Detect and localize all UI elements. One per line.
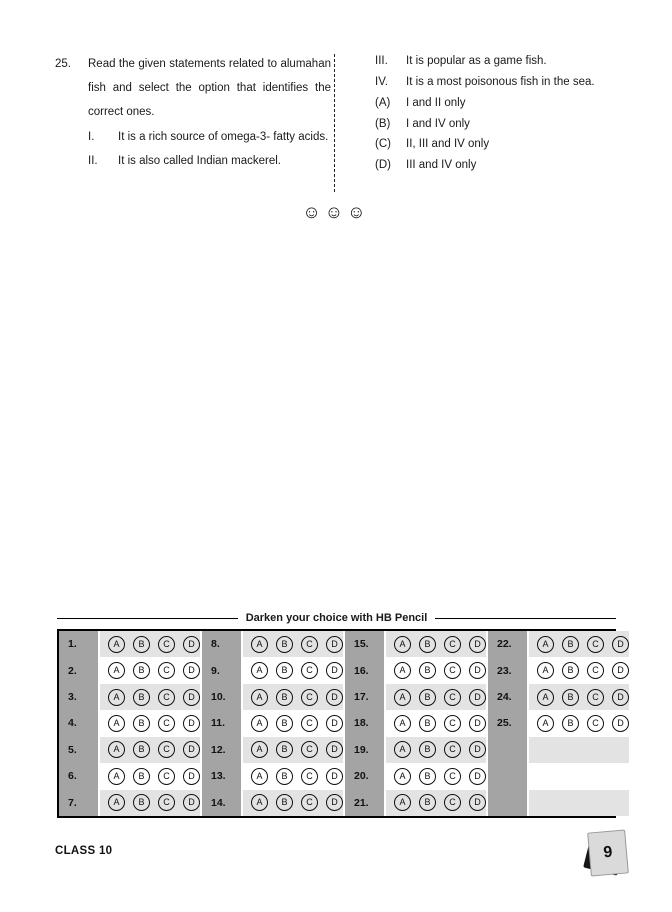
- bubble-option-c[interactable]: C: [587, 715, 604, 732]
- bubble-option-d[interactable]: D: [469, 768, 486, 785]
- answer-number-cell: 10.: [211, 691, 226, 704]
- statement-item: [375, 51, 662, 72]
- bubble-option-c[interactable]: C: [301, 636, 318, 653]
- bubble-option-a[interactable]: A: [394, 662, 411, 679]
- bubble-option-d[interactable]: D: [612, 662, 629, 679]
- answer-sheet-title: Darken your choice with HB Pencil: [245, 612, 428, 624]
- bubble-option-b[interactable]: B: [419, 768, 436, 785]
- class-label: CLASS 10: [55, 845, 113, 857]
- option-text: I and IV only: [406, 117, 470, 130]
- bubble-column: [241, 631, 343, 816]
- bubble-option-a[interactable]: A: [394, 689, 411, 706]
- answer-grid-column-group: [343, 631, 486, 816]
- bubble-option-c[interactable]: C: [158, 689, 175, 706]
- bubble-row: [529, 710, 629, 736]
- bubble-option-b[interactable]: B: [133, 662, 150, 679]
- answer-number-cell: 22.: [497, 638, 512, 651]
- bubble-option-a[interactable]: A: [537, 689, 554, 706]
- option-item: [375, 93, 662, 114]
- bubble-option-a[interactable]: A: [537, 715, 554, 732]
- bubble-option-c[interactable]: C: [158, 794, 175, 811]
- answer-grid-column-group: [59, 631, 200, 816]
- question-number-column: [488, 631, 527, 816]
- option-text: III and IV only: [406, 158, 477, 171]
- bubble-option-d[interactable]: D: [469, 741, 486, 758]
- question-body: [88, 52, 333, 173]
- answer-number-cell: 9.: [211, 664, 220, 677]
- bubble-row: [243, 763, 343, 789]
- bubble-option-d[interactable]: D: [183, 715, 200, 732]
- question-block-left: [55, 52, 333, 173]
- question-number-column: [345, 631, 384, 816]
- bubble-option-d[interactable]: D: [469, 636, 486, 653]
- bubble-option-c[interactable]: C: [444, 768, 461, 785]
- bubble-option-d[interactable]: D: [469, 794, 486, 811]
- bubble-option-b[interactable]: B: [276, 689, 293, 706]
- bubble-row: [386, 790, 486, 816]
- bubble-option-b[interactable]: B: [276, 715, 293, 732]
- answer-number-cell: 20.: [354, 770, 369, 783]
- bubble-option-c[interactable]: C: [158, 768, 175, 785]
- bubble-row: [529, 657, 629, 683]
- bubble-option-b[interactable]: B: [419, 689, 436, 706]
- bubble-row: [243, 684, 343, 710]
- bubble-option-a[interactable]: A: [394, 794, 411, 811]
- bubble-option-d[interactable]: D: [183, 741, 200, 758]
- bubble-option-a[interactable]: A: [394, 741, 411, 758]
- bubble-option-c[interactable]: C: [158, 662, 175, 679]
- question-number-column: [202, 631, 241, 816]
- bubble-option-c[interactable]: C: [301, 768, 318, 785]
- answer-number-cell: 16.: [354, 664, 369, 677]
- bubble-option-d[interactable]: D: [612, 636, 629, 653]
- statement-label: II.: [88, 155, 98, 167]
- bubble-option-a[interactable]: A: [108, 741, 125, 758]
- bubble-option-a[interactable]: A: [251, 768, 268, 785]
- bubble-option-a[interactable]: A: [108, 794, 125, 811]
- bubble-option-d[interactable]: D: [326, 794, 343, 811]
- statement-item: [375, 72, 662, 93]
- bubble-option-a[interactable]: A: [394, 715, 411, 732]
- bubble-option-c[interactable]: C: [301, 715, 318, 732]
- statement-text: It is a most poisonous fish in the sea.: [406, 75, 595, 88]
- statement-list-left: [88, 125, 333, 173]
- answer-number-cell: 18.: [354, 717, 369, 730]
- bubble-option-d[interactable]: D: [469, 715, 486, 732]
- smiley-icons: ☺☺☺: [302, 202, 370, 222]
- bubble-option-a[interactable]: A: [251, 662, 268, 679]
- bubble-option-b[interactable]: B: [276, 662, 293, 679]
- question-text: Read the given statements related to alumahan fish and select the option that identifies the correct ones.: [88, 58, 331, 118]
- bubble-row: [529, 790, 629, 816]
- answer-number-cell: 19.: [354, 743, 369, 756]
- bubble-option-b[interactable]: B: [133, 636, 150, 653]
- answer-number-cell: 25.: [497, 717, 512, 730]
- bubble-row: [100, 790, 200, 816]
- page-number: 9: [602, 843, 614, 862]
- bubble-row: [386, 763, 486, 789]
- bubble-row: [529, 684, 629, 710]
- bubble-option-c[interactable]: C: [158, 715, 175, 732]
- question-number: 25.: [55, 58, 71, 70]
- badge-face-shape: [587, 829, 629, 876]
- statement-text: It is also called Indian mackerel.: [118, 155, 281, 167]
- answer-sheet: [57, 612, 624, 818]
- answer-number-cell: 17.: [354, 691, 369, 704]
- bubble-option-c[interactable]: C: [444, 636, 461, 653]
- bubble-row: [243, 737, 343, 763]
- bubble-row: [100, 657, 200, 683]
- answer-grid: [57, 629, 624, 818]
- answer-number-cell: 1.: [68, 638, 77, 651]
- bubble-option-b[interactable]: B: [276, 794, 293, 811]
- bubble-option-c[interactable]: C: [158, 741, 175, 758]
- bubble-option-d[interactable]: D: [326, 715, 343, 732]
- bubble-option-b[interactable]: B: [562, 636, 579, 653]
- bubble-option-a[interactable]: A: [251, 689, 268, 706]
- bubble-option-b[interactable]: B: [133, 794, 150, 811]
- bubble-option-d[interactable]: D: [612, 715, 629, 732]
- bubble-column: [384, 631, 486, 816]
- answer-number-cell: 4.: [68, 717, 77, 730]
- bubble-row: [100, 737, 200, 763]
- answer-number-cell: 15.: [354, 638, 369, 651]
- bubble-option-b[interactable]: B: [133, 689, 150, 706]
- bubble-option-a[interactable]: A: [108, 636, 125, 653]
- bubble-option-d[interactable]: D: [469, 662, 486, 679]
- statement-item: [88, 125, 333, 149]
- bubble-option-c[interactable]: C: [444, 662, 461, 679]
- bubble-option-a[interactable]: A: [108, 662, 125, 679]
- bubble-option-a[interactable]: A: [251, 794, 268, 811]
- bubble-option-b[interactable]: B: [562, 662, 579, 679]
- option-label: (C): [375, 138, 391, 150]
- bubble-option-b[interactable]: B: [276, 741, 293, 758]
- statement-label: I.: [88, 131, 95, 143]
- bubble-option-c[interactable]: C: [587, 662, 604, 679]
- column-divider: [334, 54, 335, 192]
- answer-number-cell: 11.: [211, 717, 226, 730]
- bubble-option-b[interactable]: B: [562, 689, 579, 706]
- bubble-option-c[interactable]: C: [301, 741, 318, 758]
- bubble-option-d[interactable]: D: [326, 768, 343, 785]
- answer-number-cell: 3.: [68, 691, 77, 704]
- bubble-option-a[interactable]: A: [537, 662, 554, 679]
- bubble-option-a[interactable]: A: [251, 636, 268, 653]
- answer-number-cell: 24.: [497, 691, 512, 704]
- statement-text: It is a rich source of omega-3- fatty acids.: [118, 131, 329, 143]
- bubble-option-c[interactable]: C: [587, 636, 604, 653]
- statement-item: [88, 149, 333, 173]
- bubble-row: [386, 631, 486, 657]
- bubble-row: [100, 710, 200, 736]
- statement-label: IV.: [375, 75, 389, 88]
- bubble-option-b[interactable]: B: [133, 715, 150, 732]
- bubble-option-b[interactable]: B: [419, 662, 436, 679]
- bubble-row: [529, 631, 629, 657]
- bubble-option-b[interactable]: B: [276, 636, 293, 653]
- bubble-row: [529, 763, 629, 789]
- bubble-row: [386, 684, 486, 710]
- answer-number-cell: [488, 737, 527, 763]
- answer-number-cell: 14.: [211, 796, 226, 809]
- bubble-option-d[interactable]: D: [183, 768, 200, 785]
- option-label: (D): [375, 158, 391, 171]
- bubble-option-a[interactable]: A: [537, 636, 554, 653]
- bubble-row: [386, 710, 486, 736]
- header-rule-left: [57, 618, 238, 619]
- option-label: (A): [375, 97, 391, 109]
- answer-number-cell: [488, 790, 527, 816]
- option-item: [375, 114, 662, 135]
- bubble-option-d[interactable]: D: [183, 662, 200, 679]
- bubble-option-d[interactable]: D: [183, 636, 200, 653]
- answer-grid-column-group: [200, 631, 343, 816]
- bubble-option-d[interactable]: D: [326, 636, 343, 653]
- bubble-option-a[interactable]: A: [108, 768, 125, 785]
- bubble-option-b[interactable]: B: [562, 715, 579, 732]
- bubble-option-d[interactable]: D: [469, 689, 486, 706]
- bubble-column: [98, 631, 200, 816]
- option-label: (B): [375, 117, 391, 130]
- answer-number-cell: 13.: [211, 770, 226, 783]
- option-text: II, III and IV only: [406, 138, 490, 150]
- bubble-row: [243, 710, 343, 736]
- answer-number-cell: 5.: [68, 743, 77, 756]
- bubble-option-d[interactable]: D: [326, 662, 343, 679]
- bubble-row: [386, 657, 486, 683]
- bubble-row: [100, 684, 200, 710]
- bubble-option-d[interactable]: D: [326, 741, 343, 758]
- answer-sheet-header: [57, 612, 616, 624]
- bubble-option-c[interactable]: C: [444, 794, 461, 811]
- option-item: [375, 134, 662, 155]
- answer-number-cell: 6.: [68, 770, 77, 783]
- bubble-option-a[interactable]: A: [108, 715, 125, 732]
- option-list: [375, 93, 662, 175]
- statement-text: It is popular as a game fish.: [406, 55, 547, 67]
- bubble-row: [386, 737, 486, 763]
- answer-number-cell: 12.: [211, 743, 226, 756]
- bubble-row: [243, 631, 343, 657]
- bubble-option-a[interactable]: A: [108, 689, 125, 706]
- statement-label: III.: [375, 55, 388, 67]
- answer-number-cell: [488, 763, 527, 789]
- answer-number-cell: 8.: [211, 638, 220, 651]
- question-block-right: [375, 51, 662, 175]
- bubble-option-a[interactable]: A: [251, 715, 268, 732]
- bubble-option-a[interactable]: A: [251, 741, 268, 758]
- bubble-row: [243, 790, 343, 816]
- bubble-option-c[interactable]: C: [301, 662, 318, 679]
- bubble-option-c[interactable]: C: [158, 636, 175, 653]
- bubble-option-b[interactable]: B: [133, 741, 150, 758]
- bubble-option-a[interactable]: A: [394, 636, 411, 653]
- bubble-option-b[interactable]: B: [133, 768, 150, 785]
- bubble-option-b[interactable]: B: [419, 636, 436, 653]
- option-item: [375, 155, 662, 176]
- bubble-option-d[interactable]: D: [183, 794, 200, 811]
- bubble-option-b[interactable]: B: [276, 768, 293, 785]
- bubble-option-c[interactable]: C: [444, 741, 461, 758]
- page-number-badge: [584, 828, 630, 880]
- bubble-row: [100, 763, 200, 789]
- bubble-option-b[interactable]: B: [419, 741, 436, 758]
- answer-number-cell: 7.: [68, 796, 77, 809]
- option-text: I and II only: [406, 97, 466, 109]
- bubble-option-c[interactable]: C: [444, 715, 461, 732]
- bubble-row: [243, 657, 343, 683]
- answer-number-cell: 21.: [354, 796, 369, 809]
- bubble-option-b[interactable]: B: [419, 794, 436, 811]
- bubble-option-b[interactable]: B: [419, 715, 436, 732]
- bubble-row: [529, 737, 629, 763]
- bubble-row: [100, 631, 200, 657]
- answer-grid-column-group: [486, 631, 629, 816]
- bubble-option-d[interactable]: D: [612, 689, 629, 706]
- bubble-column: [527, 631, 629, 816]
- bubble-option-a[interactable]: A: [394, 768, 411, 785]
- question-number-column: [59, 631, 98, 816]
- bubble-option-c[interactable]: C: [301, 689, 318, 706]
- bubble-option-d[interactable]: D: [183, 689, 200, 706]
- bubble-option-c[interactable]: C: [587, 689, 604, 706]
- bubble-option-c[interactable]: C: [301, 794, 318, 811]
- bubble-option-d[interactable]: D: [326, 689, 343, 706]
- bubble-option-c[interactable]: C: [444, 689, 461, 706]
- answer-number-cell: 2.: [68, 664, 77, 677]
- header-rule-right: [435, 618, 616, 619]
- answer-number-cell: 23.: [497, 664, 512, 677]
